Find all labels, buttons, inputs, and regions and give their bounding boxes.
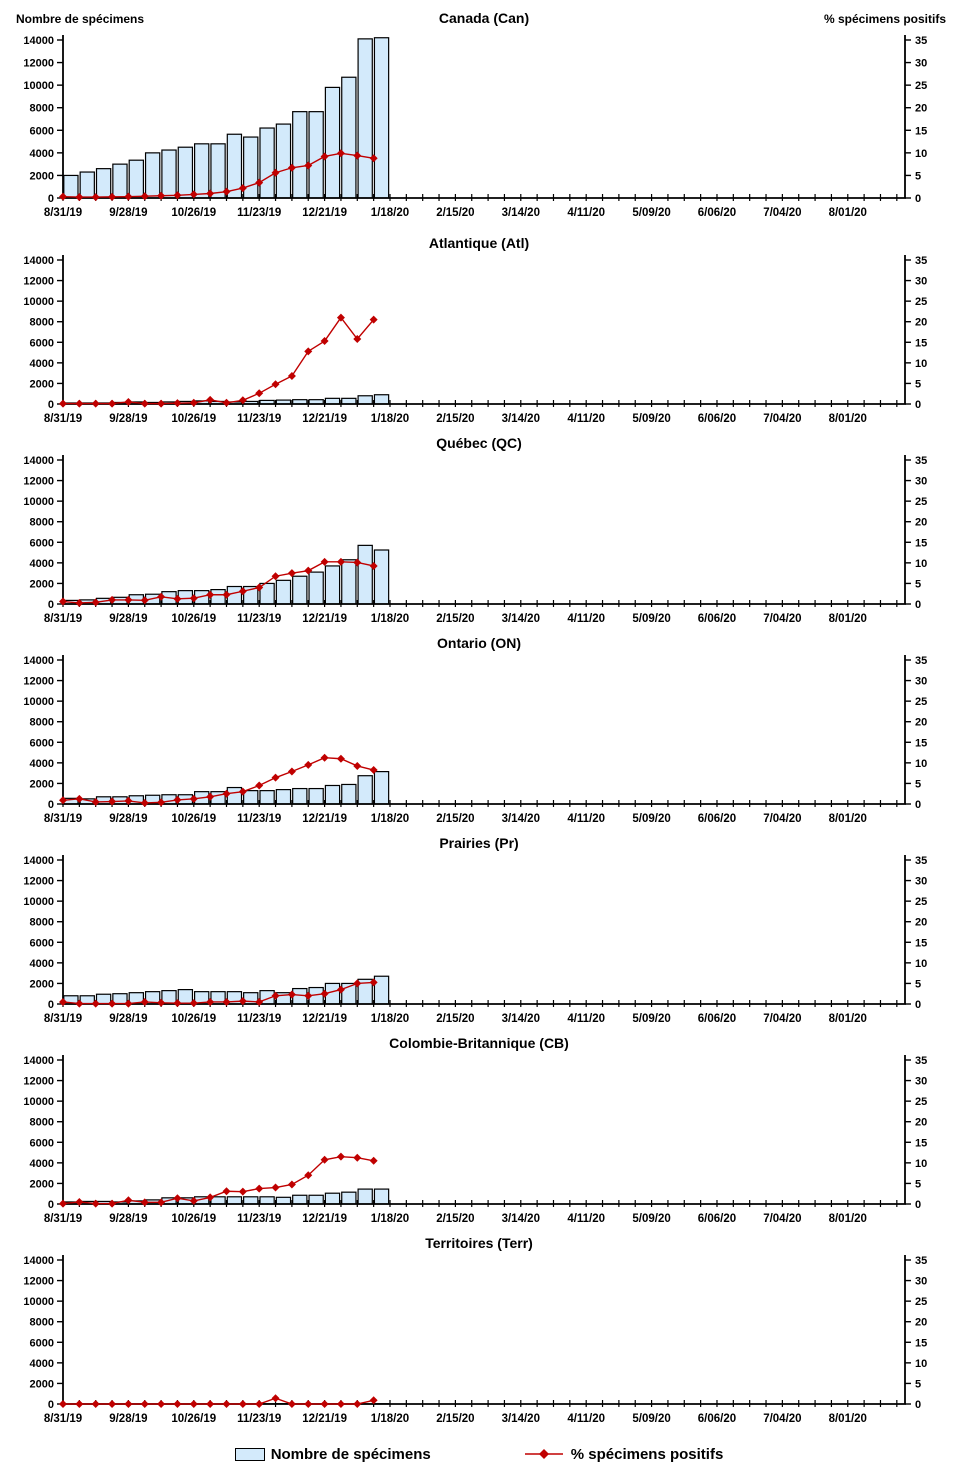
- svg-text:6/06/20: 6/06/20: [697, 1413, 737, 1425]
- svg-text:0: 0: [915, 999, 922, 1011]
- svg-text:5: 5: [915, 378, 922, 391]
- svg-text:8000: 8000: [29, 716, 54, 729]
- svg-text:10/26/19: 10/26/19: [171, 813, 217, 825]
- svg-text:10/26/19: 10/26/19: [171, 1013, 217, 1025]
- svg-text:20: 20: [915, 516, 928, 529]
- svg-text:8/01/20: 8/01/20: [828, 1413, 867, 1425]
- chart-panel-canada: [0, 0, 958, 232]
- svg-text:14000: 14000: [23, 855, 54, 867]
- svg-text:15: 15: [915, 337, 928, 350]
- svg-text:12/21/19: 12/21/19: [302, 1013, 347, 1025]
- svg-text:6000: 6000: [29, 937, 54, 950]
- svg-text:14000: 14000: [23, 1055, 54, 1067]
- svg-text:10000: 10000: [23, 296, 54, 309]
- svg-text:8/01/20: 8/01/20: [828, 1013, 867, 1025]
- svg-text:0: 0: [47, 799, 54, 811]
- right-axis-title: % spécimens positifs: [823, 12, 946, 26]
- svg-text:6000: 6000: [29, 337, 54, 350]
- svg-text:7/04/20: 7/04/20: [763, 413, 802, 425]
- svg-text:1/18/20: 1/18/20: [370, 1213, 410, 1225]
- svg-text:11/23/19: 11/23/19: [237, 1413, 282, 1425]
- svg-text:8/31/19: 8/31/19: [43, 207, 83, 219]
- svg-text:30: 30: [915, 1275, 928, 1288]
- svg-text:2000: 2000: [29, 578, 54, 591]
- svg-text:2/15/20: 2/15/20: [436, 1213, 475, 1225]
- svg-text:35: 35: [915, 455, 928, 467]
- svg-text:9/28/19: 9/28/19: [109, 207, 148, 219]
- svg-text:3/14/20: 3/14/20: [501, 1013, 540, 1025]
- quebec-chart: [0, 452, 958, 632]
- svg-text:0: 0: [47, 399, 54, 411]
- svg-text:35: 35: [915, 1255, 928, 1267]
- svg-text:2000: 2000: [29, 978, 54, 991]
- svg-text:8000: 8000: [29, 1116, 54, 1129]
- chart-title-quebec: Québec (QC): [436, 435, 522, 451]
- ontario-chart: [0, 652, 958, 832]
- svg-text:4/11/20: 4/11/20: [567, 1413, 606, 1425]
- svg-text:7/04/20: 7/04/20: [763, 1213, 802, 1225]
- svg-text:3/14/20: 3/14/20: [501, 207, 540, 219]
- svg-text:11/23/19: 11/23/19: [237, 413, 282, 425]
- svg-text:10/26/19: 10/26/19: [171, 613, 217, 625]
- svg-text:12000: 12000: [23, 1075, 54, 1088]
- svg-text:8/31/19: 8/31/19: [43, 1213, 83, 1225]
- chart-title-atlantique: Atlantique (Atl): [428, 235, 530, 251]
- legend-label-specimens: Nombre de spécimens: [270, 1445, 431, 1463]
- svg-text:25: 25: [915, 496, 928, 509]
- svg-text:11/23/19: 11/23/19: [237, 813, 282, 825]
- svg-text:7/04/20: 7/04/20: [763, 613, 802, 625]
- svg-text:5: 5: [915, 1378, 922, 1391]
- figure-header: [0, 0, 958, 26]
- svg-text:4/11/20: 4/11/20: [567, 207, 606, 219]
- svg-text:10000: 10000: [23, 1096, 54, 1109]
- svg-text:2000: 2000: [29, 1378, 54, 1391]
- canada-chart: [0, 26, 958, 232]
- svg-text:2/15/20: 2/15/20: [436, 813, 475, 825]
- legend-item-specimens: [235, 1446, 431, 1463]
- svg-text:8/01/20: 8/01/20: [828, 413, 867, 425]
- svg-text:30: 30: [915, 275, 928, 288]
- svg-text:2/15/20: 2/15/20: [436, 413, 475, 425]
- svg-text:7/04/20: 7/04/20: [763, 813, 802, 825]
- svg-text:4000: 4000: [29, 957, 54, 970]
- svg-text:6000: 6000: [29, 1337, 54, 1350]
- svg-text:4/11/20: 4/11/20: [567, 413, 606, 425]
- svg-text:8000: 8000: [29, 1316, 54, 1329]
- svg-text:10000: 10000: [23, 696, 54, 709]
- svg-text:14000: 14000: [23, 655, 54, 667]
- svg-text:35: 35: [915, 655, 928, 667]
- svg-text:9/28/19: 9/28/19: [109, 1013, 148, 1025]
- svg-text:20: 20: [915, 1116, 928, 1129]
- svg-text:7/04/20: 7/04/20: [763, 207, 802, 219]
- legend-label-pct-positifs: % spécimens positifs: [570, 1445, 724, 1463]
- svg-text:9/28/19: 9/28/19: [109, 413, 148, 425]
- chart-panel-ontario: [0, 632, 958, 832]
- svg-text:2000: 2000: [29, 378, 54, 391]
- svg-text:10000: 10000: [23, 80, 54, 93]
- svg-text:4000: 4000: [29, 1157, 54, 1170]
- svg-text:6/06/20: 6/06/20: [697, 207, 737, 219]
- svg-text:8000: 8000: [29, 916, 54, 929]
- svg-text:4/11/20: 4/11/20: [567, 813, 606, 825]
- svg-text:1/18/20: 1/18/20: [370, 1013, 410, 1025]
- svg-text:9/28/19: 9/28/19: [109, 1213, 148, 1225]
- colombie-britannique-chart: [0, 1052, 958, 1232]
- svg-text:4000: 4000: [29, 757, 54, 770]
- svg-text:12000: 12000: [23, 1275, 54, 1288]
- svg-text:10: 10: [915, 957, 928, 970]
- svg-text:30: 30: [915, 675, 928, 688]
- svg-text:10: 10: [915, 357, 928, 370]
- svg-text:5: 5: [915, 978, 922, 991]
- svg-text:8/31/19: 8/31/19: [43, 1013, 83, 1025]
- svg-text:8000: 8000: [29, 516, 54, 529]
- svg-text:0: 0: [915, 599, 922, 611]
- svg-text:35: 35: [915, 1055, 928, 1067]
- svg-text:5: 5: [915, 1178, 922, 1191]
- svg-text:8/31/19: 8/31/19: [43, 413, 83, 425]
- svg-text:4000: 4000: [29, 147, 54, 160]
- svg-text:10/26/19: 10/26/19: [171, 207, 217, 219]
- chart-panel-prairies: [0, 832, 958, 1032]
- svg-text:8000: 8000: [29, 316, 54, 329]
- legend-item-pct-positifs: [523, 1446, 724, 1463]
- svg-text:0: 0: [47, 599, 54, 611]
- svg-text:0: 0: [47, 1399, 54, 1411]
- svg-text:30: 30: [915, 875, 928, 888]
- svg-text:2/15/20: 2/15/20: [436, 613, 475, 625]
- svg-text:14000: 14000: [23, 255, 54, 267]
- svg-text:5: 5: [915, 778, 922, 791]
- svg-text:6000: 6000: [29, 537, 54, 550]
- svg-text:5/09/20: 5/09/20: [632, 813, 671, 825]
- svg-text:14000: 14000: [23, 35, 54, 47]
- svg-text:0: 0: [915, 1199, 922, 1211]
- svg-text:12/21/19: 12/21/19: [302, 813, 347, 825]
- svg-text:10/26/19: 10/26/19: [171, 413, 217, 425]
- svg-text:0: 0: [915, 799, 922, 811]
- svg-text:0: 0: [47, 999, 54, 1011]
- svg-text:1/18/20: 1/18/20: [370, 813, 410, 825]
- svg-text:8000: 8000: [29, 102, 54, 115]
- chart-panel-colombie-britannique: [0, 1032, 958, 1232]
- svg-text:11/23/19: 11/23/19: [237, 1213, 282, 1225]
- chart-panel-quebec: [0, 432, 958, 632]
- svg-text:12000: 12000: [23, 875, 54, 888]
- svg-text:4/11/20: 4/11/20: [567, 613, 606, 625]
- svg-text:15: 15: [915, 937, 928, 950]
- svg-text:12000: 12000: [23, 475, 54, 488]
- svg-text:6/06/20: 6/06/20: [697, 613, 737, 625]
- svg-text:4000: 4000: [29, 1357, 54, 1370]
- svg-text:6/06/20: 6/06/20: [697, 1213, 737, 1225]
- svg-text:12/21/19: 12/21/19: [302, 207, 347, 219]
- svg-text:8/31/19: 8/31/19: [43, 813, 83, 825]
- svg-text:1/18/20: 1/18/20: [370, 413, 410, 425]
- svg-text:9/28/19: 9/28/19: [109, 1413, 148, 1425]
- svg-text:15: 15: [915, 125, 928, 138]
- svg-text:0: 0: [47, 1199, 54, 1211]
- svg-text:6/06/20: 6/06/20: [697, 813, 737, 825]
- svg-text:6000: 6000: [29, 125, 54, 138]
- svg-text:10: 10: [915, 147, 928, 160]
- svg-text:10/26/19: 10/26/19: [171, 1213, 217, 1225]
- svg-text:3/14/20: 3/14/20: [501, 413, 540, 425]
- svg-text:15: 15: [915, 537, 928, 550]
- svg-text:12/21/19: 12/21/19: [302, 613, 347, 625]
- svg-text:8/01/20: 8/01/20: [828, 813, 867, 825]
- svg-text:5/09/20: 5/09/20: [632, 1413, 671, 1425]
- svg-text:4/11/20: 4/11/20: [567, 1213, 606, 1225]
- svg-text:25: 25: [915, 296, 928, 309]
- specimens-bar-swatch-icon: [235, 1448, 265, 1461]
- svg-text:0: 0: [47, 193, 54, 205]
- svg-text:35: 35: [915, 35, 928, 47]
- svg-text:15: 15: [915, 737, 928, 750]
- svg-text:5: 5: [915, 578, 922, 591]
- svg-text:8/01/20: 8/01/20: [828, 207, 867, 219]
- atlantique-chart: [0, 252, 958, 432]
- chart-title-territoires: Territoires (Terr): [425, 1235, 533, 1251]
- svg-text:35: 35: [915, 255, 928, 267]
- svg-text:1/18/20: 1/18/20: [370, 207, 410, 219]
- svg-text:1/18/20: 1/18/20: [370, 1413, 410, 1425]
- svg-text:10000: 10000: [23, 896, 54, 909]
- svg-text:35: 35: [915, 855, 928, 867]
- svg-text:5/09/20: 5/09/20: [632, 613, 671, 625]
- svg-text:6/06/20: 6/06/20: [697, 413, 737, 425]
- svg-text:30: 30: [915, 57, 928, 70]
- svg-text:25: 25: [915, 696, 928, 709]
- svg-text:8/31/19: 8/31/19: [43, 1413, 83, 1425]
- svg-text:10: 10: [915, 557, 928, 570]
- legend: [0, 1432, 958, 1476]
- svg-text:2/15/20: 2/15/20: [436, 207, 475, 219]
- chart-title-colombie-britannique: Colombie-Britannique (CB): [389, 1035, 569, 1051]
- svg-text:3/14/20: 3/14/20: [501, 1213, 540, 1225]
- svg-text:20: 20: [915, 102, 928, 115]
- svg-text:25: 25: [915, 896, 928, 909]
- svg-text:12000: 12000: [23, 57, 54, 70]
- pct-positifs-line-icon: [523, 1448, 565, 1460]
- svg-text:9/28/19: 9/28/19: [109, 613, 148, 625]
- svg-text:20: 20: [915, 716, 928, 729]
- svg-text:8/01/20: 8/01/20: [828, 1213, 867, 1225]
- svg-text:14000: 14000: [23, 455, 54, 467]
- chart-panel-territoires: [0, 1232, 958, 1432]
- svg-text:12/21/19: 12/21/19: [302, 1213, 347, 1225]
- svg-text:2000: 2000: [29, 778, 54, 791]
- svg-text:6000: 6000: [29, 737, 54, 750]
- svg-text:4000: 4000: [29, 557, 54, 570]
- chart-title-canada: Canada (Can): [438, 10, 530, 26]
- svg-text:15: 15: [915, 1337, 928, 1350]
- svg-text:2/15/20: 2/15/20: [436, 1413, 475, 1425]
- svg-text:10/26/19: 10/26/19: [171, 1413, 217, 1425]
- svg-text:30: 30: [915, 475, 928, 488]
- svg-text:3/14/20: 3/14/20: [501, 613, 540, 625]
- svg-text:5/09/20: 5/09/20: [632, 1213, 671, 1225]
- svg-text:9/28/19: 9/28/19: [109, 813, 148, 825]
- chart-panel-atlantique: [0, 232, 958, 432]
- chart-title-ontario: Ontario (ON): [437, 635, 521, 651]
- svg-text:20: 20: [915, 916, 928, 929]
- svg-text:6/06/20: 6/06/20: [697, 1013, 737, 1025]
- svg-text:20: 20: [915, 316, 928, 329]
- svg-text:2/15/20: 2/15/20: [436, 1013, 475, 1025]
- svg-text:10000: 10000: [23, 1296, 54, 1309]
- svg-text:4/11/20: 4/11/20: [567, 1013, 606, 1025]
- svg-text:12/21/19: 12/21/19: [302, 1413, 347, 1425]
- svg-text:30: 30: [915, 1075, 928, 1088]
- svg-text:25: 25: [915, 1096, 928, 1109]
- svg-text:5: 5: [915, 170, 922, 183]
- svg-text:0: 0: [915, 1399, 922, 1411]
- svg-text:2000: 2000: [29, 1178, 54, 1191]
- svg-text:6000: 6000: [29, 1137, 54, 1150]
- svg-text:7/04/20: 7/04/20: [763, 1413, 802, 1425]
- svg-text:7/04/20: 7/04/20: [763, 1013, 802, 1025]
- svg-text:8/31/19: 8/31/19: [43, 613, 83, 625]
- svg-text:10000: 10000: [23, 496, 54, 509]
- svg-text:2000: 2000: [29, 170, 54, 183]
- left-axis-title: Nombre de spécimens: [16, 12, 145, 26]
- svg-text:25: 25: [915, 1296, 928, 1309]
- svg-text:10: 10: [915, 757, 928, 770]
- svg-text:0: 0: [915, 399, 922, 411]
- svg-text:12000: 12000: [23, 275, 54, 288]
- svg-text:5/09/20: 5/09/20: [632, 1013, 671, 1025]
- svg-text:5/09/20: 5/09/20: [632, 207, 671, 219]
- chart-title-prairies: Prairies (Pr): [439, 835, 519, 851]
- svg-text:1/18/20: 1/18/20: [370, 613, 410, 625]
- prairies-chart: [0, 852, 958, 1032]
- territoires-chart: [0, 1252, 958, 1432]
- svg-text:14000: 14000: [23, 1255, 54, 1267]
- svg-text:25: 25: [915, 80, 928, 93]
- svg-text:5/09/20: 5/09/20: [632, 413, 671, 425]
- svg-text:8/01/20: 8/01/20: [828, 613, 867, 625]
- svg-text:10: 10: [915, 1157, 928, 1170]
- svg-text:15: 15: [915, 1137, 928, 1150]
- svg-text:0: 0: [915, 193, 922, 205]
- svg-text:12000: 12000: [23, 675, 54, 688]
- svg-text:20: 20: [915, 1316, 928, 1329]
- svg-text:3/14/20: 3/14/20: [501, 1413, 540, 1425]
- svg-text:3/14/20: 3/14/20: [501, 813, 540, 825]
- svg-text:12/21/19: 12/21/19: [302, 413, 347, 425]
- svg-text:10: 10: [915, 1357, 928, 1370]
- svg-text:11/23/19: 11/23/19: [237, 1013, 282, 1025]
- svg-text:11/23/19: 11/23/19: [237, 613, 282, 625]
- svg-text:4000: 4000: [29, 357, 54, 370]
- svg-text:11/23/19: 11/23/19: [237, 207, 282, 219]
